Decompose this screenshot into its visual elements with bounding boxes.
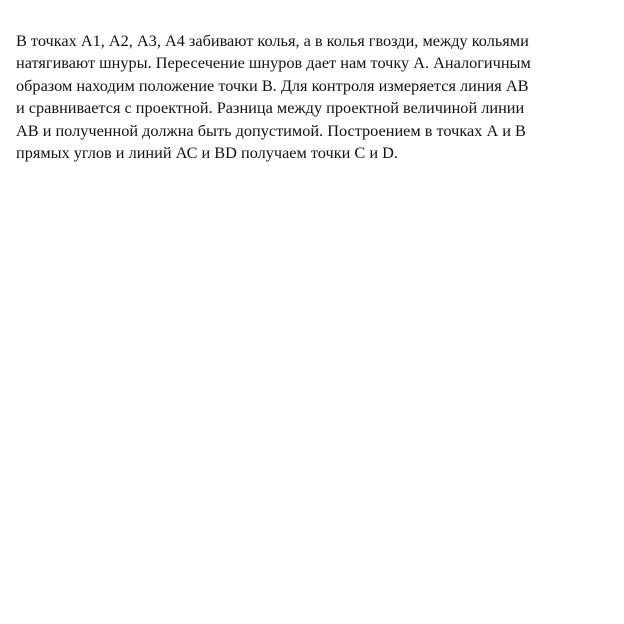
text-line: натягивают шнуры. Пересечение шнуров дает нам точку А. Аналогичным	[16, 53, 531, 73]
text-line: В точках А1, А2, А3, А4 забивают колья, а в колья гвозди, между кольями	[16, 31, 529, 50]
text-line: и сравнивается с проектной. Разница между проектной величиной линии	[16, 98, 525, 118]
text-line: прямых углов и линий АС и BD получаем точки С и D.	[16, 143, 398, 163]
text-line: образом находим положение точки В. Для контроля измеряется линия АВ	[16, 75, 529, 95]
paragraph	[16, 30, 612, 164]
text-line: АВ и полученной должна быть допустимой. Построением в точках А и В	[16, 120, 526, 140]
